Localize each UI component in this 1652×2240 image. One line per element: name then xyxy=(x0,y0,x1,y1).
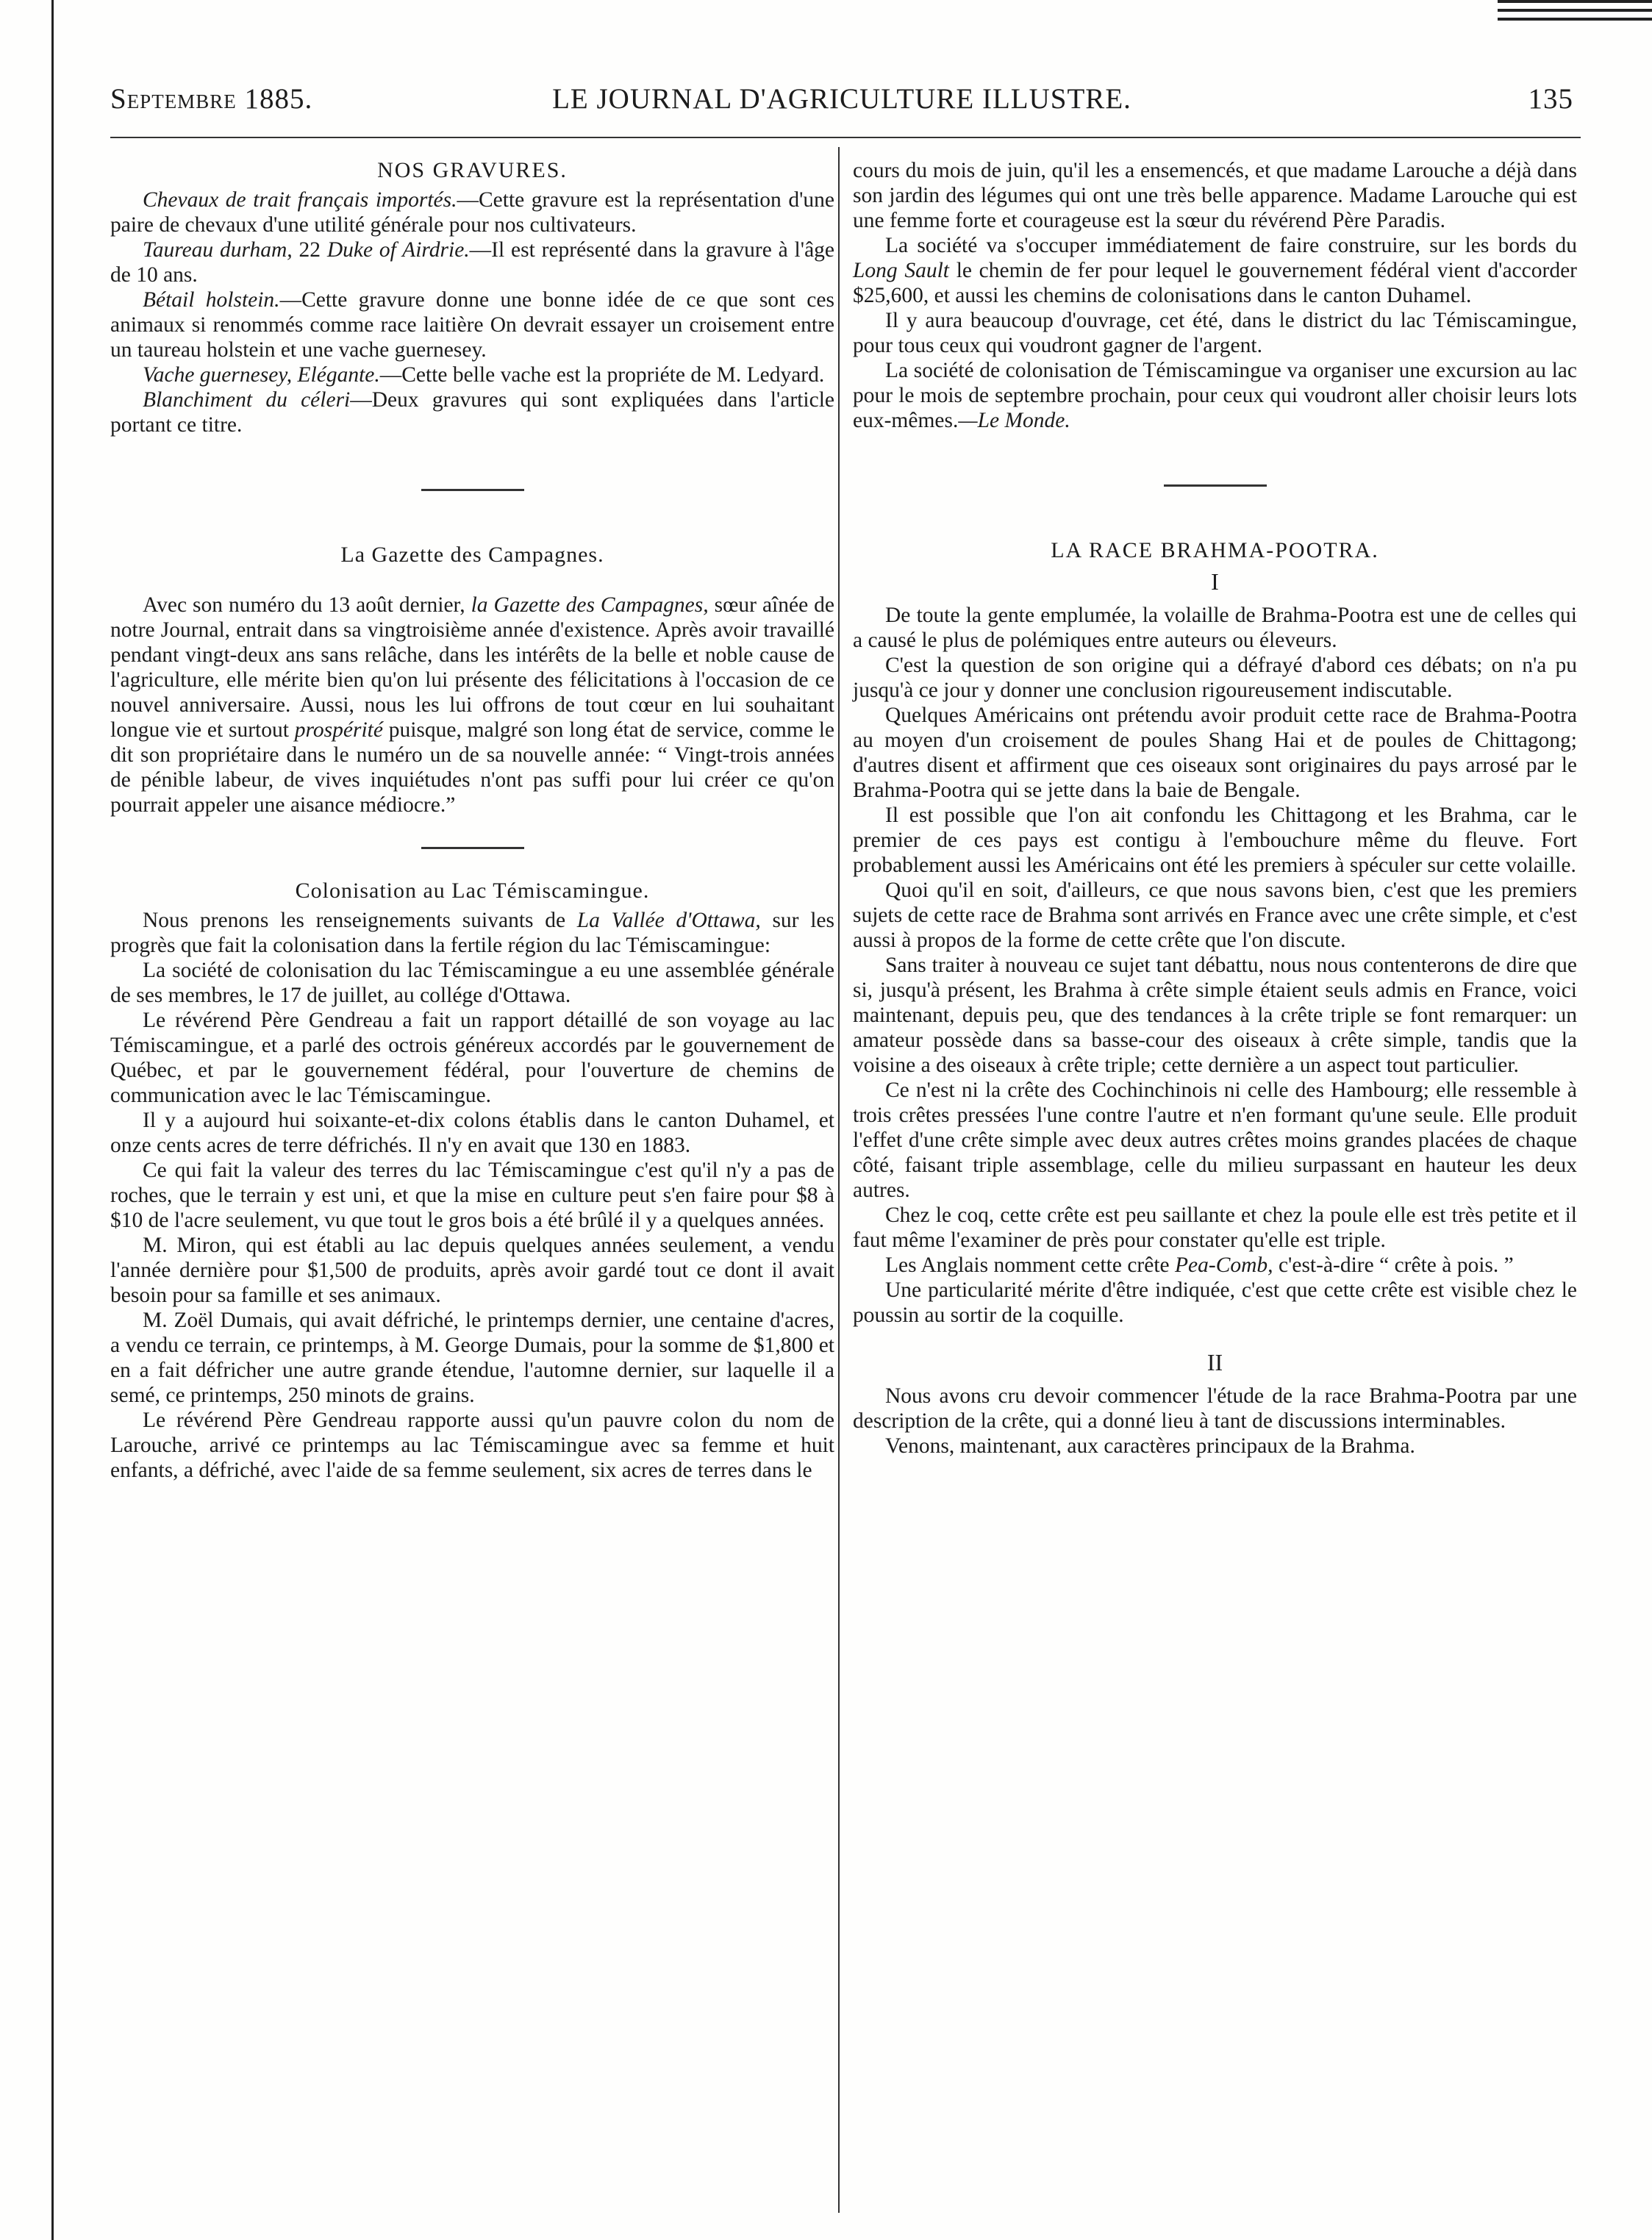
paragraph: De toute la gente emplumée, la volaille de Brahma-Pootra est une de celles qui a causé le plus de polémiques entre auteurs ou éleveurs. xyxy=(853,604,1577,652)
paragraph-text: Les Anglais nomment cette crête xyxy=(885,1253,1176,1277)
left-column xyxy=(110,158,834,1483)
paragraph-text: —Il est représenté dans la gravure à l'âge de 10 ans. xyxy=(110,238,835,287)
paragraph: Il est possible que l'on ait confondu les Chittagong et les Brahma, car le premier de ces pays est contigu à l'embouchure même du fleuve. Fort probablement aussi les Américains ont été les premiers à spéculer sur cette volaille. xyxy=(853,804,1577,877)
paragraph-text: 22 xyxy=(292,238,327,262)
paragraph-text: La société de colonisation de Témiscamingue va organiser une excursion au lac pour le mois de septembre prochain, pour ceux qui voudront aller choisir leurs lots eux-mêmes. xyxy=(853,359,1577,432)
paragraph: cours du mois de juin, qu'il les a ensemencés, et que madame Larouche a déjà dans son jardin des légumes qui ont une très belle apparence. Madame Larouche qui est une femme forte et courageuse est la sœur du révérend Père Paradis. xyxy=(853,159,1577,232)
paragraph-text: —Deux gravures qui sont expliquées dans l'article portant ce titre. xyxy=(110,388,834,437)
paragraph-text: c'est-à-dire “ crête à pois. ” xyxy=(1273,1253,1514,1277)
section-number: II xyxy=(1206,1349,1223,1375)
source-credit: —Le Monde. xyxy=(958,409,1070,432)
paragraph xyxy=(110,593,834,817)
section-divider xyxy=(421,489,524,491)
paragraph: La société de colonisation du lac Témiscamingue a eu une assemblée générale de ses membres, le 17 de juillet, au collége d'Ottawa. xyxy=(110,959,834,1007)
italic-lead: Taureau durham, xyxy=(143,238,293,262)
italic-text: Pea-Comb, xyxy=(1175,1253,1273,1277)
paragraph xyxy=(110,362,834,387)
italic-lead: Blanchiment du céleri xyxy=(143,388,351,412)
paragraph: C'est la question de son origine qui a défrayé d'abord ces débats; on n'a pu jusqu'à ce jour y donner une conclusion rigoureusement indiscutable. xyxy=(853,654,1577,702)
section-number: I xyxy=(1211,568,1219,595)
page-edge xyxy=(51,0,54,2240)
article-title: Colonisation au Lac Témiscamingue. xyxy=(295,879,650,903)
paragraph: Ce n'est ni la crête des Cochinchinois ni celle des Hambourg; elle ressemble à trois crêtes pressées l'une contre l'autre et n'en formant qu'une seule. Elle produit l'effet d'une crête simple avec deux autres crêtes moins grandes placées de chaque côté, faisant triple assemblage, celle du milieu surpassant en hauteur les deux autres. xyxy=(853,1078,1577,1202)
paragraph-text: Nous prenons les renseignements suivants de xyxy=(143,909,577,932)
paragraph-text: Avec son numéro du 13 août dernier, xyxy=(143,593,471,617)
paragraph-text: sur les progrès que fait la colonisation dans la fertile région du lac Témiscamingue: xyxy=(110,909,834,957)
article-nos-gravures xyxy=(110,158,834,437)
paragraph xyxy=(853,233,1577,308)
article-title: NOS GRAVURES. xyxy=(377,158,568,182)
article-title: La Gazette des Campagnes. xyxy=(340,543,604,567)
paragraph xyxy=(853,358,1577,433)
paragraph-text: puisque, malgré son long état de service, comme le dit son propriétaire dans le numéro un de sa nouvelle année: “ Vingt-trois années de pénible labeur, de vives inquiétudes n'ont pas suffi pour lui créer ce qu'on pourrait appeler une aisance médiocre.” xyxy=(110,718,834,817)
paragraph: Quelques Américains ont prétendu avoir produit cette race de Brahma-Pootra au moyen d'un croisement de poules Shang Hai et de poules de Chittagong; d'autres disent et affirment que ces oiseaux sont originaires du pays arrosé par le Brahma-Pootra qui se jette dans la baie de Bengale. xyxy=(853,704,1577,802)
paragraph: Ce qui fait la valeur des terres du lac Témiscamingue c'est qu'il n'y a pas de roches, que le terrain y est uni, et que la mise en culture peut s'en faire pour $8 à $10 de l'acre seulement, vu que tout le gros bois a été brûlé il y a quelques années. xyxy=(110,1159,834,1232)
paragraph: M. Miron, qui est établi au lac depuis quelques années seulement, a vendu l'année dernière pour $1,500 de produits, après avoir gardé tout ce dont il avait besoin pour sa famille et ses animaux. xyxy=(110,1234,834,1307)
paragraph-text: —Cette gravure donne une bonne idée de ce que sont ces animaux si renommés comme race laitière On devrait essayer un croisement entre un taureau holstein et une vache guernesey. xyxy=(110,288,834,362)
corner-rules xyxy=(1498,0,1652,26)
paragraph: Sans traiter à nouveau ce sujet tant débattu, nous nous contenterons de dire que si, jusqu'à présent, les Brahma à crête simple étaient seuls admis en France, voici maintenant, depuis peu, que des tendances à la crête triple se font remarquer: un amateur possède dans sa basse-cour des oiseaux à crête simple, tandis que la voisine a des oiseaux à crête triple; cette dernière a un aspect tout particulier. xyxy=(853,953,1577,1077)
article-gazette xyxy=(110,543,834,817)
paragraph xyxy=(110,237,834,287)
italic-lead: Chevaux de trait français importés. xyxy=(143,188,457,212)
italic-text: la Gazette des Campagnes, xyxy=(471,593,709,617)
paragraph xyxy=(110,287,834,362)
paragraph-text: La société va s'occuper immédiatement de faire construire, sur les bords du xyxy=(885,234,1577,257)
italic-lead: Vache guernesey, Elégante. xyxy=(143,363,380,387)
section-divider xyxy=(1164,484,1267,487)
section-divider xyxy=(421,847,524,849)
paragraph-text: le chemin de fer pour lequel le gouvernement fédéral vient d'accorder $25,600, et aussi les chemins de colonisations dans le canton Duhamel. xyxy=(853,259,1577,307)
paragraph: Le révérend Père Gendreau rapporte aussi qu'un pauvre colon du nom de Larouche, arrivé ce printemps au lac Témiscamingue avec sa femme et huit enfants, a défriché, avec l'aide de sa femme seulement, six acres de terres dans le xyxy=(110,1409,834,1482)
paragraph xyxy=(110,187,834,237)
journal-title: LE JOURNAL D'AGRICULTURE ILLUSTRE. xyxy=(552,83,1131,115)
paragraph: Il y a aujourd hui soixante-et-dix colons établis dans le canton Duhamel, et onze cents acres de terre défrichés. Il n'y en avait que 130 en 1883. xyxy=(110,1109,834,1157)
paragraph: Chez le coq, cette crête est peu saillante et chez la poule elle est très petite et il faut même l'examiner de près pour constater qu'elle est triple. xyxy=(853,1203,1577,1252)
header-date: Septembre 1885. xyxy=(110,83,313,115)
right-column xyxy=(853,158,1577,1459)
paragraph: Quoi qu'il en soit, d'ailleurs, ce que nous savons bien, c'est que les premiers sujets de cette race de Brahma sont arrivés en France avec une crête simple, et c'est aussi à propos de la forme de cette crête que l'on discute. xyxy=(853,879,1577,952)
paragraph-text: sœur aînée de notre Journal, entrait dans sa vingtroisième année d'existence. Après avoir travaillé pendant vingt-deux ans sans relâche, dans les intérêts de la belle et noble cause de l'agriculture, elle mérite bien qu'on lui présente des félicitations à l'occasion de ce nouvel anniversaire. Aussi, nous les lui offrons de tout cœur en lui souhaitant longue vie et surtout xyxy=(110,593,834,742)
italic-lead: Duke of Airdrie. xyxy=(326,238,470,262)
paragraph-text: —Cette gravure est la représentation d'une paire de chevaux d'une utilité générale pour nos cultivateurs. xyxy=(110,188,834,237)
italic-text: La Vallée d'Ottawa, xyxy=(576,909,761,932)
italic-lead: Bétail holstein. xyxy=(143,288,280,312)
article-colonisation-continued xyxy=(853,158,1577,433)
article-brahma-pootra xyxy=(853,538,1577,1459)
paragraph: Nous avons cru devoir commencer l'étude de la race Brahma-Pootra par une description de la crête, qui a donné lieu à tant de discussions interminables. xyxy=(853,1384,1577,1433)
header-rule xyxy=(110,137,1581,138)
paragraph xyxy=(110,387,834,437)
article-colonisation xyxy=(110,879,834,1483)
paragraph: Le révérend Père Gendreau a fait un rapport détaillé de son voyage au lac Témiscamingue, et a parlé des octrois généreux accordés par le gouvernement de Québec, et par le gouvernement fédéral, pour l'ouverture de chemins de communication avec le lac Témiscamingue. xyxy=(110,1009,834,1107)
page-header xyxy=(110,82,1573,126)
italic-text: prospérité xyxy=(294,718,383,742)
paragraph: M. Zoël Dumais, qui avait défriché, le printemps dernier, une centaine d'acres, a vendu ce terrain, ce printemps, à M. George Dumais, pour la somme de $1,800 et en a fait défricher une autre grande étendue, l'automne dernier, sur laquelle il a semé, ce printemps, 250 minots de grains. xyxy=(110,1309,834,1407)
page-number: 135 xyxy=(1528,83,1573,115)
column-separator xyxy=(838,147,840,2213)
paragraph: Venons, maintenant, aux caractères principaux de la Brahma. xyxy=(885,1434,1415,1458)
italic-text: Long Sault xyxy=(853,259,949,282)
article-title: LA RACE BRAHMA-POOTRA. xyxy=(1051,538,1379,562)
paragraph xyxy=(110,908,834,958)
paragraph: Il y aura beaucoup d'ouvrage, cet été, dans le district du lac Témiscamingue, pour tous ceux qui voudront gagner de l'argent. xyxy=(853,309,1577,357)
paragraph-text: —Cette belle vache est la propriéte de M. Ledyard. xyxy=(379,363,825,387)
paragraph xyxy=(853,1253,1577,1278)
paragraph: Une particularité mérite d'être indiquée, c'est que cette crête est visible chez le poussin au sortir de la coquille. xyxy=(853,1278,1577,1327)
